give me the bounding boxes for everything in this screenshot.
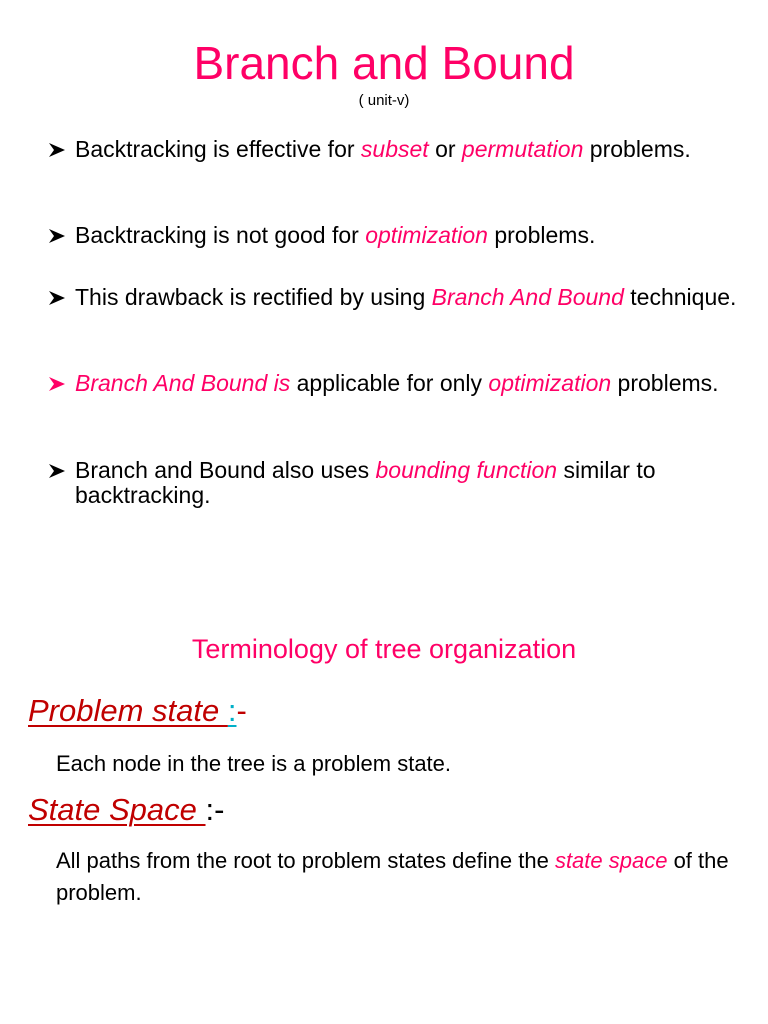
page-subtitle: ( unit-v) (358, 92, 410, 109)
bullet-text-part: applicable for only (290, 370, 489, 396)
bullet-item-4 (48, 371, 738, 396)
bullet-keyword: optimization (365, 222, 488, 248)
bullet-text (75, 223, 738, 248)
bullet-keyword: bounding function (375, 457, 558, 483)
term-name: State Space (28, 792, 206, 827)
bullet-item-3 (48, 285, 738, 310)
bullet-text-part: Backtracking is not good for (75, 222, 366, 248)
term-colon: : (227, 693, 237, 728)
term-separator: :- (205, 792, 225, 827)
bullet-keyword: subset (360, 136, 429, 162)
bullet-text (75, 137, 738, 162)
bullet-text-part: similar to backtracking. (75, 457, 656, 508)
arrowhead-bullet-icon (48, 463, 66, 479)
arrowhead-bullet-icon (48, 142, 66, 158)
bullet-keyword: Branch And Bound is (75, 370, 291, 396)
term-definition-state-space (56, 845, 736, 909)
term-heading-state-space (28, 792, 224, 828)
bullet-text (75, 371, 738, 396)
arrowhead-bullet-icon (48, 290, 66, 306)
bullet-text-part: Branch and Bound also uses (75, 457, 376, 483)
bullet-text-part: This drawback is rectified by using (75, 284, 432, 310)
bullet-item-5 (48, 458, 738, 508)
bullet-keyword: optimization (488, 370, 612, 396)
bullet-keyword: Branch And Bound (431, 284, 624, 310)
term-body-part: All paths from the root to problem states define the (56, 848, 555, 873)
bullet-text-part: or (428, 136, 462, 162)
bullet-text-part: Backtracking is effective for (75, 136, 361, 162)
bullet-text (75, 285, 738, 310)
term-body-part: of the problem. (56, 848, 729, 905)
term-body-keyword: state space (554, 848, 668, 873)
arrowhead-bullet-icon (48, 376, 66, 392)
term-dash: - (236, 693, 247, 728)
section-title: Terminology of tree organization (191, 634, 577, 664)
term-name: Problem state (28, 693, 228, 728)
bullet-item-2 (48, 223, 738, 248)
term-heading-problem-state (28, 693, 247, 729)
bullet-text (75, 458, 738, 508)
bullet-text-part: problems. (583, 136, 691, 162)
page-title: Branch and Bound (193, 37, 575, 89)
bullet-text-part: problems. (487, 222, 596, 248)
term-definition-problem-state: Each node in the tree is a problem state. (56, 751, 452, 776)
bullet-item-1 (48, 137, 738, 162)
bullet-text-part: problems. (611, 370, 719, 396)
bullet-keyword: permutation (461, 136, 584, 162)
bullet-text-part: technique. (623, 284, 737, 310)
arrowhead-bullet-icon (48, 228, 66, 244)
